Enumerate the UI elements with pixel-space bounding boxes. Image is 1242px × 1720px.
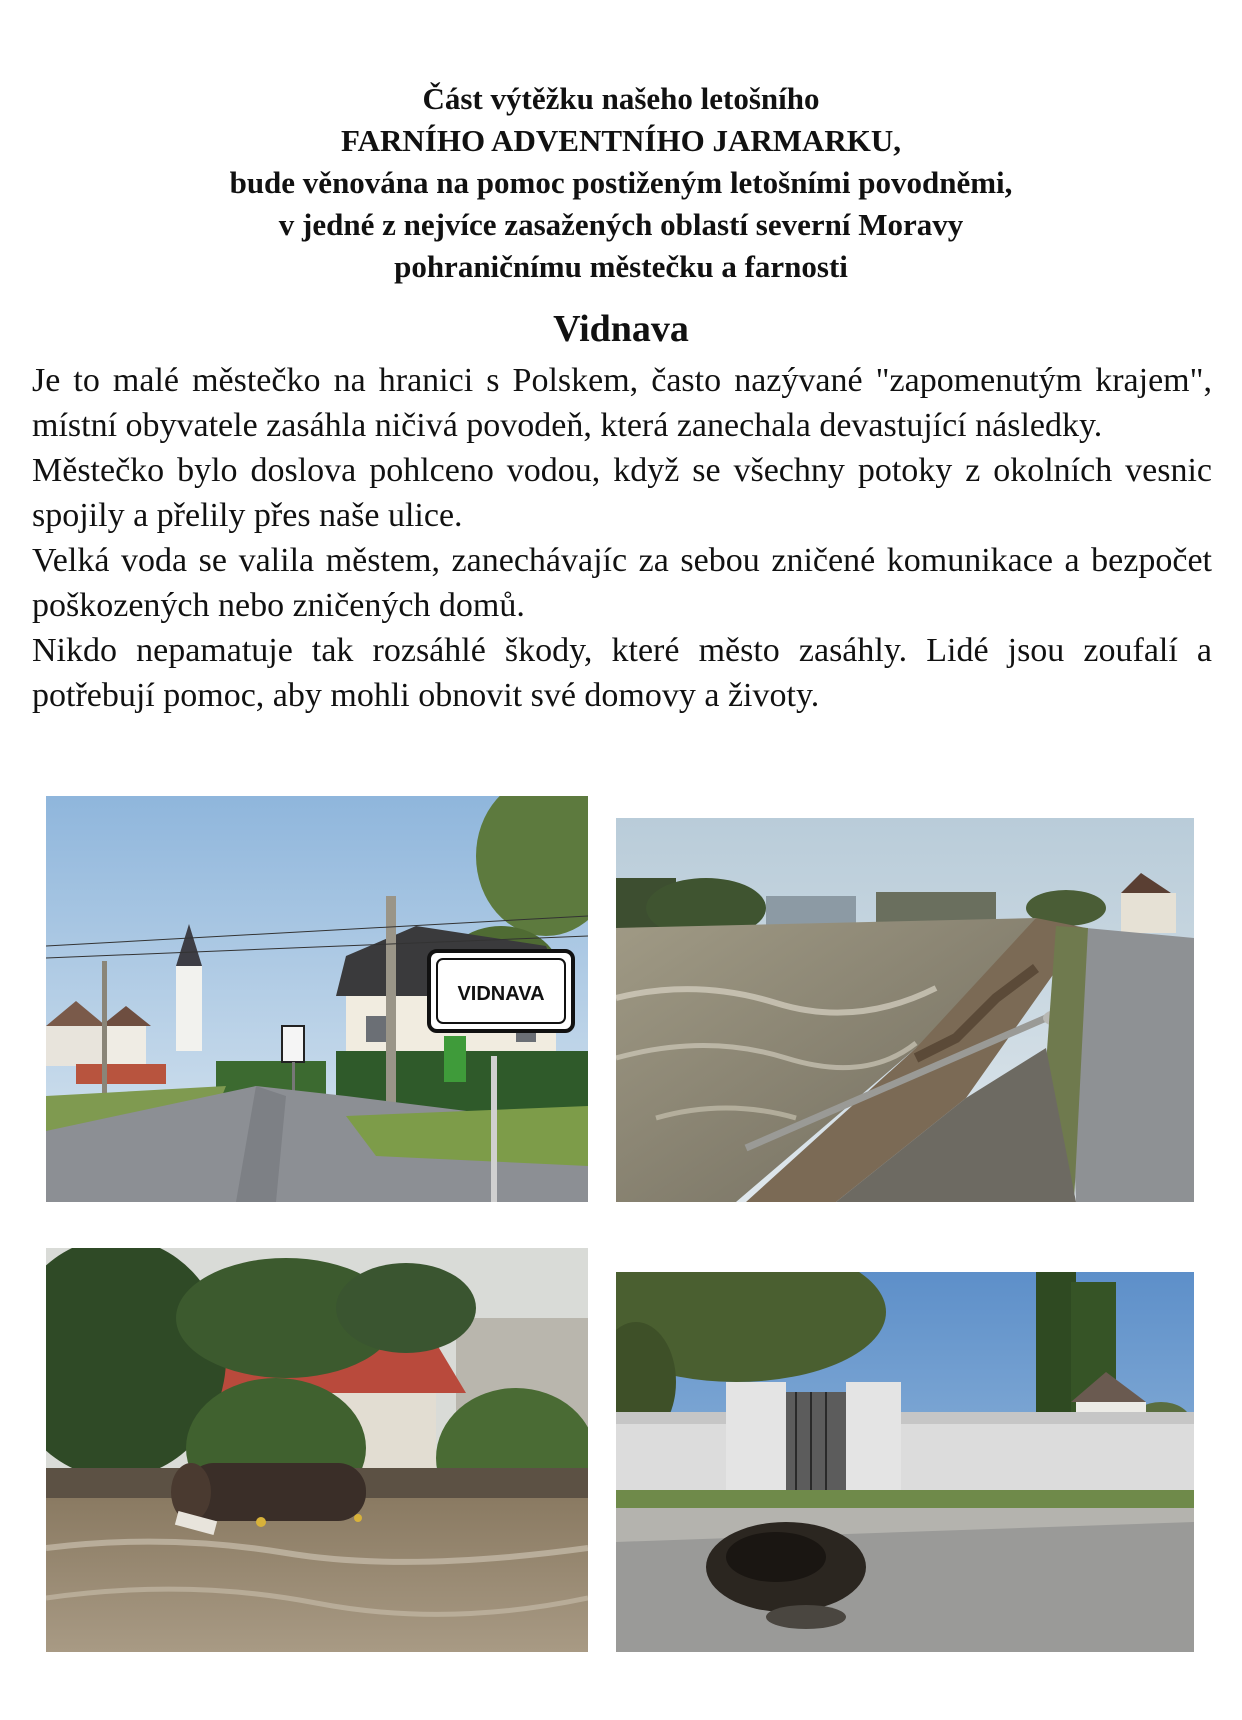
paragraph-4: Nikdo nepamatuje tak rozsáhlé škody, které město zasáhly. Lidé jsou zoufalí a potřebují pomoc, aby mohli obnovit své domovy a životy. — [32, 632, 1212, 714]
paragraph-3: Velká voda se valila městem, zanechávajíc za sebou zničené komunikace a bezpočet poškozených nebo zničených domů. — [32, 542, 1212, 624]
photo-flooded-street-image — [46, 1248, 588, 1652]
town-sign-text: VIDNAVA — [457, 983, 545, 1005]
heading-line-3: bude věnována na pomoc postiženým letošními povodněmi, — [229, 165, 1013, 200]
heading-line-4: v jedné z nejvíce zasažených oblastí severní Moravy — [278, 207, 964, 242]
photo-damaged-road — [616, 1272, 1194, 1652]
heading — [0, 78, 1242, 288]
heading-line-1: Část výtěžku našeho letošního — [422, 81, 820, 116]
photo-town-sign-image — [46, 796, 588, 1202]
body-text — [32, 358, 1212, 718]
paragraph-2: Městečko bylo doslova pohlceno vodou, když se všechny potoky z okolních vesnic spojily a přelily přes naše ulice. — [32, 452, 1212, 534]
photo-flooded-river-image — [616, 818, 1194, 1202]
photo-town-sign — [46, 796, 588, 1202]
photo-damaged-road-image — [616, 1272, 1194, 1652]
photo-flooded-river — [616, 818, 1194, 1202]
heading-line-2: FARNÍHO ADVENTNÍHO JARMARKU, — [340, 123, 901, 158]
photo-flooded-street — [46, 1248, 588, 1652]
town-name: Vidnava — [553, 308, 689, 350]
paragraph-1: Je to malé městečko na hranici s Polskem, často nazývané "zapomenutým krajem", místní obyvatele zasáhla ničivá povodeň, která zanechala devastující následky. — [32, 362, 1212, 444]
heading-line-5: pohraničnímu městečku a farnosti — [394, 249, 848, 284]
